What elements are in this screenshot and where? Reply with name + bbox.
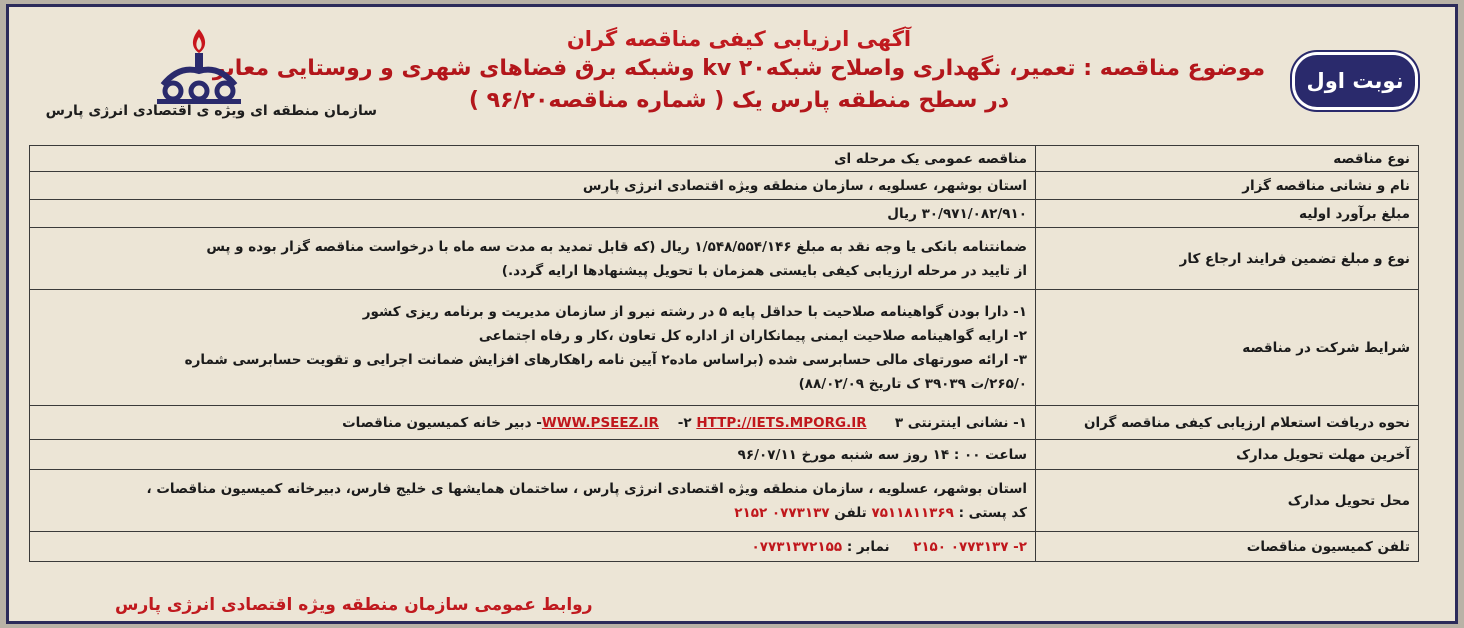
tender-details-table <box>29 145 1419 562</box>
condition-item: ۳- ارائه صورتهای مالی حسابرسی شده (براساس ماده۲ آیین نامه راهکارهای افزایش ضمانت اجرایی و تقویت حسابرسی شماره <box>184 351 1027 368</box>
phone-label: تلفن <box>834 504 867 521</box>
row-label: نام و نشانی مناقصه گزار <box>1036 172 1419 200</box>
iets-link[interactable]: HTTP://IETS.MPORG.IR <box>696 414 867 431</box>
tender-number: در سطح منطقه پارس یک ( شماره مناقصه۹۶/۲۰ ) <box>468 88 1010 113</box>
table-row <box>30 146 1419 172</box>
table-row <box>30 200 1419 228</box>
row-label: نوع مناقصه <box>1036 146 1419 172</box>
notice-heading: آگهی ارزیابی کیفی مناقصه گران <box>566 27 912 51</box>
table-row <box>30 228 1419 290</box>
row-label: نوع و مبلغ تضمین فرایند ارجاع کار <box>1036 228 1419 290</box>
guarantee-line: از تایید در مرحله ارزیابی کیفی بایستی همزمان با تحویل پیشنهادها ارایه گردد.) <box>501 262 1027 279</box>
table-row <box>30 172 1419 200</box>
row-label: آخرین مهلت تحویل مدارک <box>1036 440 1419 470</box>
table-row <box>30 406 1419 440</box>
tender-notice <box>6 4 1458 624</box>
commission-phones <box>30 532 1036 562</box>
estimated-amount: ۳۰/۹۷۱/۰۸۲/۹۱۰ ریال <box>30 200 1036 228</box>
organization-logo-icon <box>149 27 249 107</box>
guarantee-line: ضمانتنامه بانکی یا وجه نقد به مبلغ ۱/۵۴۸/۵۵۴/۱۴۶ ریال (که قابل تمدید به مدت سه ماه با درخواست مناقصه گزار بوده و پس <box>206 238 1027 255</box>
table-row <box>30 532 1419 562</box>
notice-header <box>9 7 1455 147</box>
method-prefix: -۲ <box>677 414 692 431</box>
tender-type: مناقصه عمومی یک مرحله ای <box>30 146 1036 172</box>
organization-name: سازمان منطقه ای ویژه ی اقتصادی انرژی پارس <box>45 103 377 119</box>
row-label: شرایط شرکت در مناقصه <box>1036 290 1419 406</box>
row-label: محل تحویل مدارک <box>1036 470 1419 532</box>
participation-conditions <box>30 290 1036 406</box>
row-label: نحوه دریافت استعلام ارزیابی کیفی مناقصه گران <box>1036 406 1419 440</box>
tenderer-address: استان بوشهر، عسلویه ، سازمان منطقه ویژه اقتصادی انرژی پارس <box>30 172 1036 200</box>
delivery-location <box>30 470 1036 532</box>
table-row <box>30 290 1419 406</box>
row-label: مبلغ برآورد اولیه <box>1036 200 1419 228</box>
table-row <box>30 440 1419 470</box>
pseez-link[interactable]: WWW.PSEEZ.IR <box>541 414 659 431</box>
postal-code: ۷۵۱۱۸۱۱۳۶۹ <box>871 504 954 521</box>
commission-phone: ۲- ۰۷۷۳۱۳۷ ۲۱۵۰ <box>913 538 1027 555</box>
fax-number: ۰۷۷۳۱۳۷۲۱۵۵ <box>751 538 843 555</box>
inquiry-methods <box>30 406 1036 440</box>
delivery-contact <box>38 501 1027 525</box>
deadline: ساعت ۰۰ : ۱۴ روز سه شنبه مورخ ۹۶/۰۷/۱۱ <box>30 440 1036 470</box>
row-label: تلفن کمیسیون مناقصات <box>1036 532 1419 562</box>
condition-item: ۲- ارایه گواهینامه صلاحیت ایمنی پیمانکاران از اداره کل تعاون ،کار و رفاه اجتماعی <box>478 327 1027 344</box>
delivery-address: استان بوشهر، عسلویه ، سازمان منطقه ویژه اقتصادی انرژی پارس ، ساختمان همایشها ی خلیج فارس، دبیرخانه کمیسیون مناقصات ، <box>146 480 1027 497</box>
postal-label: کد پستی : <box>958 504 1027 521</box>
phone-number: ۰۷۷۳۱۳۷ ۲۱۵۲ <box>734 504 830 521</box>
table-row <box>30 470 1419 532</box>
round-badge: نوبت اول <box>1295 55 1415 107</box>
fax-label: نمابر : <box>846 538 890 555</box>
method-prefix: ۱- نشانی اینترنتی <box>907 414 1027 431</box>
public-relations-signature: روابط عمومی سازمان منطقه ویژه اقتصادی انرژی پارس <box>115 595 593 615</box>
method-item: ۳- دبیر خانه کمیسیون مناقصات <box>342 414 904 431</box>
guarantee-details <box>30 228 1036 290</box>
condition-item: ۲۶۵/۰/ت ۳۹۰۳۹ ک تاریخ ۸۸/۰۲/۰۹) <box>798 375 1027 392</box>
condition-item: ۱- دارا بودن گواهینامه صلاحیت با حداقل پایه ۵ در رشته نیرو از سازمان مدیریت و برنامه ریزی کشور <box>362 303 1027 320</box>
tender-subject: موضوع مناقصه : تعمیر، نگهداری واصلاح شبکهkv ۲۰ وشبکه برق فضاهای شهری و روستایی معابر <box>212 56 1266 81</box>
